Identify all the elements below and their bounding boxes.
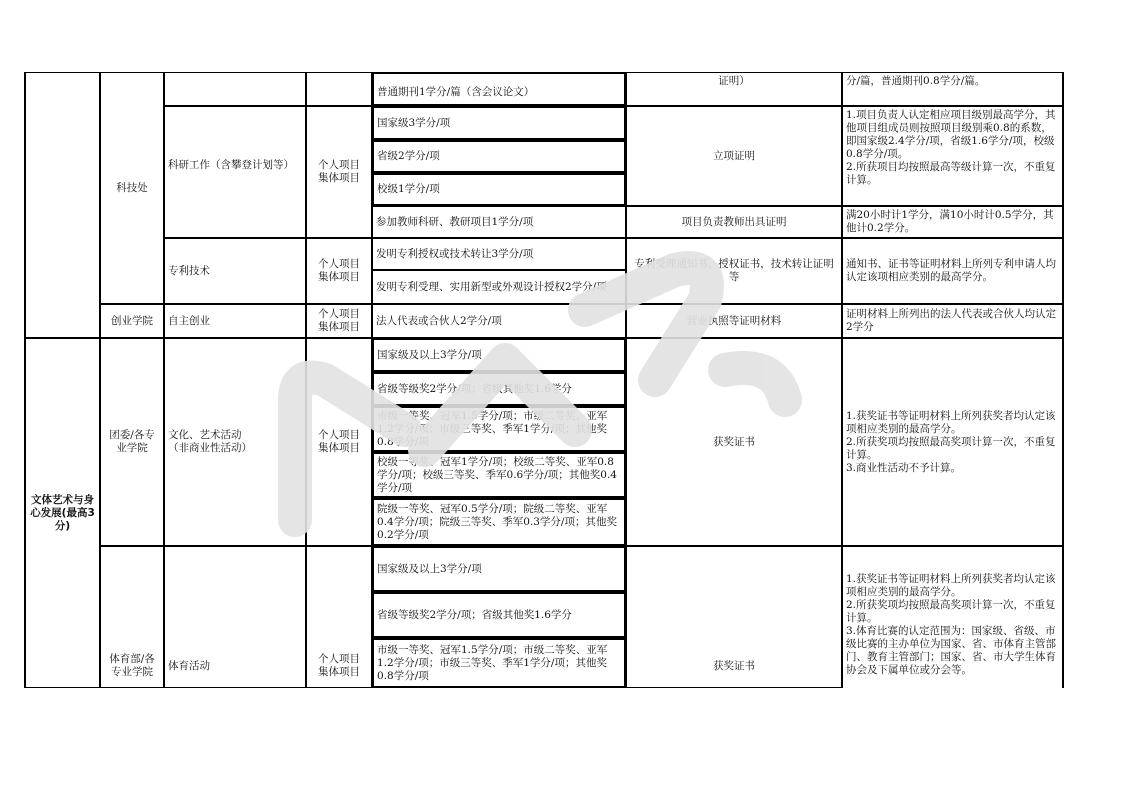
proof-cell: 营业执照等证明材料 — [626, 304, 842, 338]
proof-cell: 获奖证书 — [626, 338, 842, 546]
note-cell: 1.获奖证书等证明材料上所列获奖者均认定该项相应类别的最高学分。 2.所获奖项均按照最高奖项计算一次，不重复计算。 3.商业性活动不予计算。 — [842, 338, 1064, 546]
dept-cell-startup: 创业学院 — [100, 304, 164, 338]
dept-cell-sports: 体育部/各专业学院 — [100, 546, 164, 688]
type-cell-startup: 个人项目 集体项目 — [306, 304, 372, 338]
type-cell-arts: 个人项目 集体项目 — [306, 338, 372, 546]
item-cell: 省级2学分/项 — [372, 140, 626, 173]
item-cell: 市级一等奖、冠军1.5学分/项；市级二等奖、亚军1.2学分/项；市级三等奖、季军1学分/项；其他奖0.8学分/项 — [372, 406, 626, 452]
category-cell-startup: 自主创业 — [164, 304, 306, 338]
section-cell-research — [24, 72, 100, 338]
type-cell-sports: 个人项目 集体项目 — [306, 546, 372, 688]
item-cell: 国家级及以上3学分/项 — [372, 546, 626, 592]
item-cell: 校级一等奖、冠军1学分/项；校级二等奖、亚军0.8学分/项；校级三等奖、季军0.6学分/项；其他奖0.4学分/项 — [372, 452, 626, 498]
dept-cell-tech: 科技处 — [100, 72, 164, 304]
item-cell: 发明专利受理、实用新型或外观设计授权2学分/项 — [372, 270, 626, 304]
note-cell: 1.获奖证书等证明材料上所列获奖者均认定该项相应类别的最高学分。 2.所获奖项均按照最高奖项计算一次，不重复计算。 3.体育比赛的认定范围为：国家级、省级、市级比赛的主办单位为国家、省、市体育主管部门、教育主管部门；国家、省、市大学生体育协会及下属单位或分会等。 — [842, 546, 1064, 688]
category-cell-research: 科研工作（含攀登计划等） — [164, 106, 306, 238]
category-cell-top — [164, 72, 306, 106]
type-cell-top — [306, 72, 372, 106]
note-cell: 1.项目负责人认定相应项目级别最高学分，其他项目组成员则按照项目级别乘0.8的系数，即国家级2.4学分/项，省级1.6学分/项，校级0.8学分/项。 2.所获项目均按照最高等级计算一次，不重复计算。 — [842, 106, 1064, 206]
note-cell: 满20小时计1学分，满10小时计0.5学分，其他计0.2学分。 — [842, 206, 1064, 238]
item-cell: 省级等级奖2学分/项；省级其他奖1.6学分 — [372, 372, 626, 406]
note-cell: 证明材料上所列出的法人代表或合伙人均认定2学分 — [842, 304, 1064, 338]
item-cell: 发明专利授权或技术转让3学分/项 — [372, 238, 626, 270]
note-cell: 通知书、证书等证明材料上所列专利申请人均认定该项相应类别的最高学分。 — [842, 238, 1064, 304]
item-cell: 国家级3学分/项 — [372, 106, 626, 140]
type-cell-research: 个人项目 集体项目 — [306, 106, 372, 238]
proof-cell: 项目负责教师出具证明 — [626, 206, 842, 238]
category-cell-sports: 体育活动 — [164, 546, 306, 688]
item-cell: 国家级及以上3学分/项 — [372, 338, 626, 372]
proof-cell: 获奖证书 — [626, 546, 842, 688]
item-cell: 校级1学分/项 — [372, 173, 626, 206]
item-cell: 法人代表或合伙人2学分/项 — [372, 304, 626, 338]
dept-cell-arts: 团委/各专业学院 — [100, 338, 164, 546]
item-cell: 参加教师科研、教研项目1学分/项 — [372, 206, 626, 238]
category-cell-arts: 文化、艺术活动 （非商业性活动） — [164, 338, 306, 546]
proof-cell: 立项证明 — [626, 106, 842, 206]
section-cell-arts-sports: 文体艺术与身心发展(最高3分) — [24, 338, 100, 688]
proof-cell: 专利受理通知书、授权证书，技术转让证明等 — [626, 238, 842, 304]
note-cell: 分/篇，普通期刊0.8学分/篇。 — [842, 72, 1064, 106]
item-cell: 市级一等奖、冠军1.5学分/项；市级二等奖、亚军1.2学分/项；市级三等奖、季军1学分/项；其他奖0.8学分/项 — [372, 638, 626, 688]
proof-cell: 证明） — [626, 72, 842, 106]
type-cell-patent: 个人项目 集体项目 — [306, 238, 372, 304]
category-cell-patent: 专利技术 — [164, 238, 306, 304]
item-cell: 省级等级奖2学分/项；省级其他奖1.6学分 — [372, 592, 626, 638]
item-cell: 普通期刊1学分/篇（含会议论文） — [372, 72, 626, 106]
item-cell: 院级一等奖、冠军0.5学分/项；院级二等奖、亚军0.4学分/项；院级三等奖、季军0.3学分/项；其他奖0.2学分/项 — [372, 498, 626, 546]
